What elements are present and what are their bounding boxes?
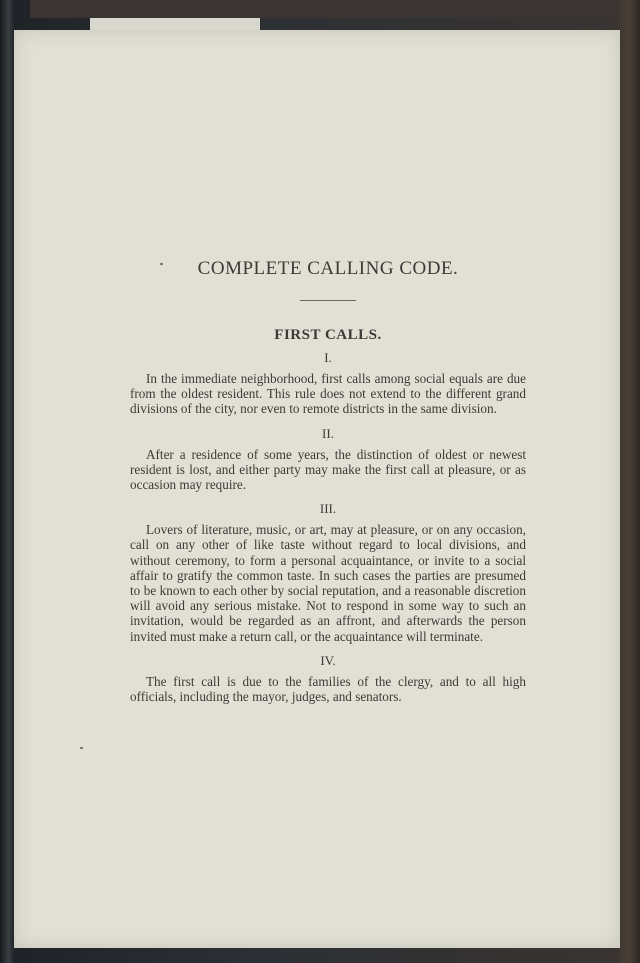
section-numeral: IV.: [320, 652, 336, 668]
section-numeral: I.: [324, 350, 332, 365]
section-3: [130, 501, 526, 644]
section-paragraph: In the immediate neighborhood, first calls among social equals are due from the oldest resident. This rule does not extend to the different grand divisions of the city, nor even to remote districts in the same division.: [130, 371, 526, 417]
section-1: [130, 350, 526, 417]
section-paragraph: After a residence of some years, the distinction of oldest or newest resident is lost, and either party may make the first call at pleasure, or as occasion may require.: [130, 446, 526, 493]
section-title: FIRST CALLS.: [274, 327, 382, 343]
section-paragraph: Lovers of literature, music, or art, may at pleasure, or on any occasion, call on any other of like taste without regard to local divisions, and without ceremony, to form a personal acquaintance, or invite to a social affair to gratify the common taste. In such cases the parties are presumed to be known to each other by social reputation, and a reasonable discretion will avoid any serious mistake. Not to respond in some way to such an invitation, would be regarded as an affront, and afterwards the person invited must make a return call, or the acquaintance will terminate.: [130, 522, 526, 644]
page-content: [130, 258, 526, 713]
book-cover-right: [618, 0, 640, 963]
page-title: COMPLETE CALLING CODE.: [197, 258, 459, 279]
section-numeral: III.: [319, 501, 337, 517]
book-spine-edge: [0, 0, 14, 963]
book-page: [14, 30, 620, 948]
section-paragraph: The first call is due to the families of the clergy, and to all high officials, including the mayor, judges, and senators.: [130, 673, 526, 705]
title-rule: [300, 300, 356, 301]
section-numeral: II.: [322, 425, 334, 441]
section-2: [130, 426, 526, 493]
section-4: [130, 653, 526, 704]
book-cover-top: [30, 0, 630, 18]
paper-speck: [80, 747, 83, 749]
